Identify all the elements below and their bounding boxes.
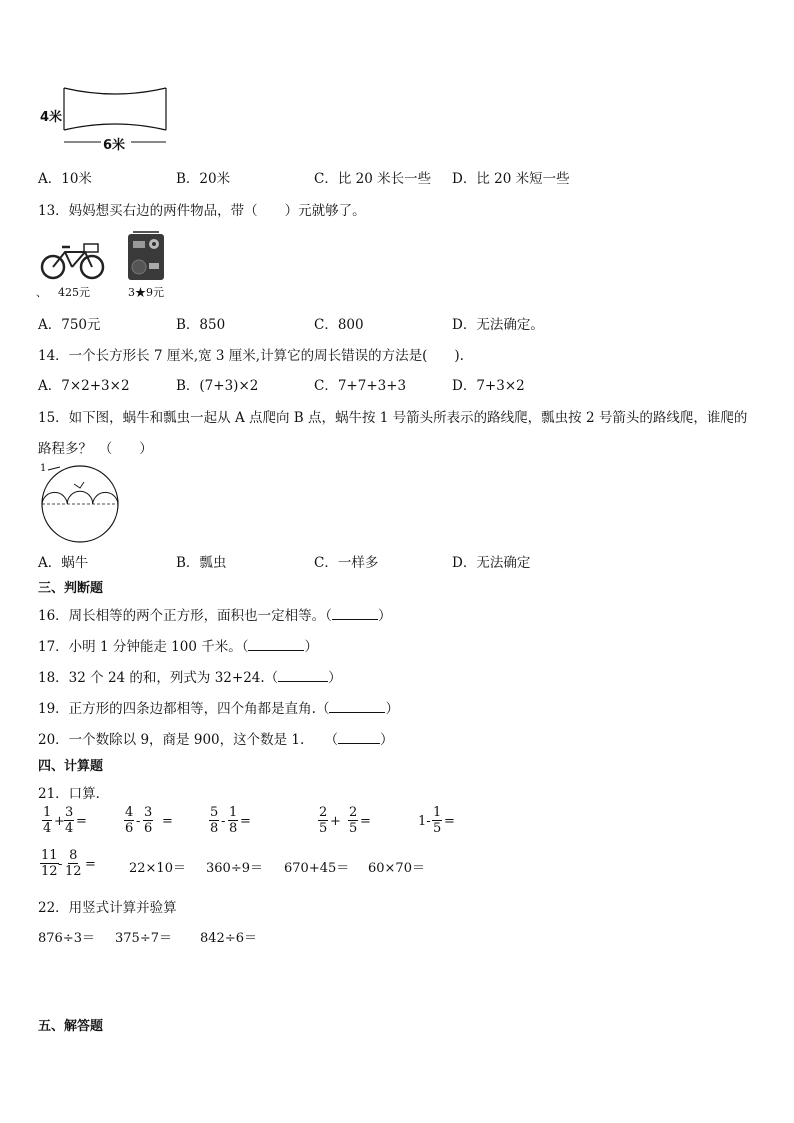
q16-answer-blank[interactable] [332, 608, 378, 620]
q20 [38, 728, 394, 748]
q19-close: ） [385, 701, 399, 717]
q21-f6-a: $\frac{11}{12}$ [41, 848, 58, 879]
q12-height-label: 4米 [40, 110, 63, 125]
q15-stem-line2: 路程多？ （ ） [38, 441, 153, 457]
q22-item-3: 842÷6＝ [200, 931, 257, 946]
q15-option-b[interactable]: B．瓢虫 [176, 555, 227, 571]
q15-option-a[interactable]: A．蜗牛 [38, 555, 89, 571]
q21-f4-b: $\frac{2}{5}$ [349, 805, 358, 836]
section-5-heading: 五、解答题 [38, 1019, 104, 1034]
q13-option-d[interactable]: D．无法确定。 [452, 317, 544, 333]
q21-calc-1: 22×10＝ [129, 861, 186, 876]
q21-calc-2: 360÷9＝ [206, 861, 263, 876]
q21-f3-a: $\frac{5}{8}$ [210, 805, 219, 836]
q21-calc-3: 670+45＝ [284, 861, 350, 876]
q12-width-label: 6米 [103, 138, 126, 153]
q21-f2-a: $\frac{4}{6}$ [125, 805, 134, 836]
section-3-heading: 三、判断题 [38, 581, 104, 596]
q21-f6-b: $\frac{8}{12}$ [65, 848, 82, 879]
q13-option-c[interactable]: C．800 [314, 317, 364, 333]
q22-item-2: 375÷7＝ [115, 931, 172, 946]
q13-bike-price: 425元 [58, 286, 90, 299]
q15-option-c[interactable]: C．一样多 [314, 555, 379, 571]
q21-f4-eq: = [360, 814, 371, 829]
q13-dash: 、 [36, 286, 47, 299]
q21-stem: 21．口算． [38, 786, 110, 802]
q21-f1-b: $\frac{3}{4}$ [65, 805, 74, 836]
q21-f2-op: - [136, 814, 141, 829]
q18-answer-blank[interactable] [278, 670, 328, 682]
q18-text: 18．32 个 24 的和，列式为 32+24.（ [38, 670, 279, 686]
q21-f6-op: - [58, 857, 63, 872]
q21-f2-eq: = [162, 814, 173, 829]
q14-option-b[interactable]: B．(7+3)×2 [176, 378, 259, 394]
q15-circle-figure [38, 462, 124, 544]
q21-f3-op: - [221, 814, 226, 829]
q21-calc-4: 60×70＝ [368, 861, 425, 876]
radio-icon [127, 231, 165, 281]
q17 [38, 635, 318, 655]
q18-close: ） [328, 670, 342, 686]
q16 [38, 604, 391, 624]
q21-f4-op: + [330, 814, 341, 829]
q19 [38, 697, 399, 717]
bicycle-icon [40, 240, 106, 282]
q21-f3-eq: = [240, 814, 251, 829]
q21-f6-eq: = [85, 857, 96, 872]
q12-option-d[interactable]: D．比 20 米短一些 [452, 171, 570, 187]
q16-close: ） [377, 608, 392, 624]
q19-answer-blank[interactable] [329, 701, 385, 713]
q12-option-c[interactable]: C．比 20 米长一些 [314, 171, 432, 187]
q14-option-a[interactable]: A．7×2+3×2 [38, 378, 130, 394]
q16-text: 16．周长相等的两个正方形，面积也一定相等。（ [38, 608, 332, 624]
q13-option-b[interactable]: B．850 [176, 317, 226, 333]
q17-answer-blank[interactable] [248, 639, 304, 651]
q15-figure-label: 1 [40, 463, 47, 474]
q18 [38, 666, 342, 686]
q21-f5-eq: = [444, 814, 455, 829]
q20-answer-blank[interactable] [338, 732, 380, 744]
q21-f3-b: $\frac{1}{8}$ [229, 805, 238, 836]
q21-f1-eq: = [76, 814, 87, 829]
q13-option-a[interactable]: A．750元 [38, 317, 101, 333]
q13-stem: 13．妈妈想买右边的两件物品，带（ ）元就够了。 [38, 203, 366, 219]
q12-option-b[interactable]: B．20米 [176, 171, 231, 187]
q22-stem: 22．用竖式计算并验算 [38, 900, 177, 916]
q13-radio-price: 3★9元 [128, 286, 164, 299]
q21-f1-a: $\frac{1}{4}$ [43, 805, 52, 836]
q17-close: ） [304, 639, 318, 655]
q21-f5-b: $\frac{1}{5}$ [433, 805, 442, 836]
q21-f5-lead: 1- [418, 814, 431, 829]
q12-option-a[interactable]: A．10米 [38, 171, 92, 187]
q15-option-d[interactable]: D．无法确定 [452, 555, 531, 571]
q19-text: 19．正方形的四条边都相等，四个角都是直角.（ [38, 701, 330, 717]
q22-item-1: 876÷3＝ [38, 931, 95, 946]
q14-stem: 14．一个长方形长 7 厘米,宽 3 厘米,计算它的周长错误的方法是( ). [38, 348, 464, 364]
q17-text: 17．小明 1 分钟能走 100 千米。（ [38, 639, 249, 655]
q21-f1-op: + [54, 814, 65, 829]
q20-text: 20．一个数除以 9，商是 900，这个数是 1. （ [38, 732, 339, 748]
section-4-heading: 四、计算题 [38, 759, 104, 774]
q21-f4-a: $\frac{2}{5}$ [319, 805, 328, 836]
q14-option-c[interactable]: C．7+7+3+3 [314, 378, 407, 394]
q20-close: ） [380, 732, 394, 748]
q15-stem-line1: 15．如下图，蜗牛和瓢虫一起从 A 点爬向 B 点，蜗牛按 1 号箭头所表示的路线爬，瓢虫按 2 号箭头的路线爬，谁爬的 [38, 410, 748, 426]
q21-f2-b: $\frac{3}{6}$ [144, 805, 153, 836]
q14-option-d[interactable]: D．7+3×2 [452, 378, 525, 394]
